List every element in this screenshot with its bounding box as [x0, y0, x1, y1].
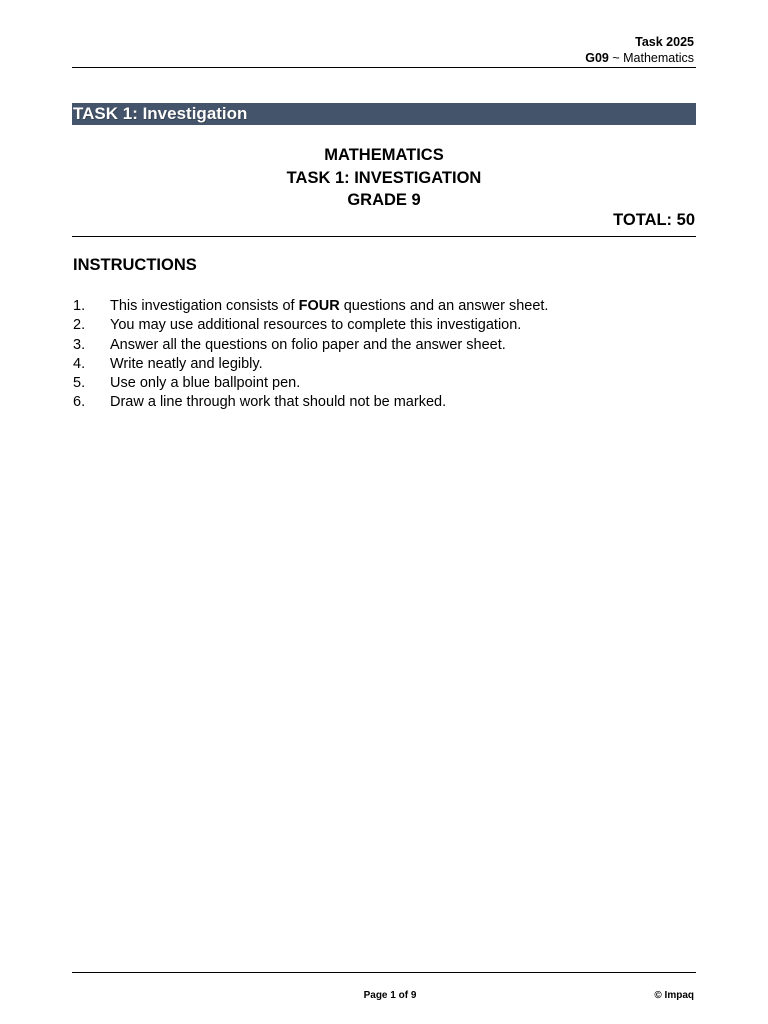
- title-task: TASK 1: INVESTIGATION: [286, 168, 482, 187]
- header-divider: [72, 67, 696, 68]
- page-number: Page 1 of 9: [363, 990, 417, 1001]
- list-item-number: 4.: [73, 355, 86, 372]
- copyright: © Impaq: [654, 990, 694, 1001]
- title-subject: MATHEMATICS: [324, 146, 444, 164]
- list-item-text: Use only a blue ballpoint pen.: [110, 375, 301, 392]
- title-block: [72, 144, 696, 212]
- list-item: [73, 316, 548, 335]
- list-item-text-part: questions and an answer sheet.: [339, 298, 549, 314]
- list-item-text-part: This investigation consists of: [110, 298, 299, 314]
- list-item: [73, 393, 548, 412]
- list-item-text-bold: FOUR: [298, 298, 340, 314]
- list-item-number: 6.: [73, 394, 86, 411]
- list-item: [73, 336, 548, 355]
- list-item-text: You may use additional resources to complete this investigation.: [110, 317, 522, 334]
- list-item-number: 3.: [73, 336, 86, 353]
- header-subject: ~ Mathematics: [608, 51, 694, 65]
- list-item: [73, 297, 548, 316]
- header-grade-code: G09: [585, 51, 609, 65]
- total-marks: TOTAL: 50: [613, 211, 695, 229]
- page-header: [585, 34, 694, 66]
- list-item-number: 2.: [73, 317, 86, 334]
- instructions-list: [73, 297, 548, 413]
- instructions-heading: INSTRUCTIONS: [73, 256, 197, 274]
- list-item-text: Draw a line through work that should not be marked.: [110, 394, 447, 411]
- footer-divider: [72, 972, 696, 973]
- list-item-number: 5.: [73, 375, 86, 392]
- header-task-year: Task 2025: [635, 35, 694, 49]
- list-item-text: Answer all the questions on folio paper and the answer sheet.: [110, 336, 506, 353]
- list-item: [73, 374, 548, 393]
- header-grade-subject: [585, 50, 694, 66]
- list-item-number: 1.: [73, 298, 86, 314]
- title-divider: [72, 236, 696, 237]
- list-item-text: [110, 297, 548, 316]
- list-item-text: Write neatly and legibly.: [110, 355, 263, 372]
- list-item: [73, 355, 548, 374]
- section-banner: TASK 1: Investigation: [72, 103, 696, 125]
- title-grade: GRADE 9: [347, 191, 421, 209]
